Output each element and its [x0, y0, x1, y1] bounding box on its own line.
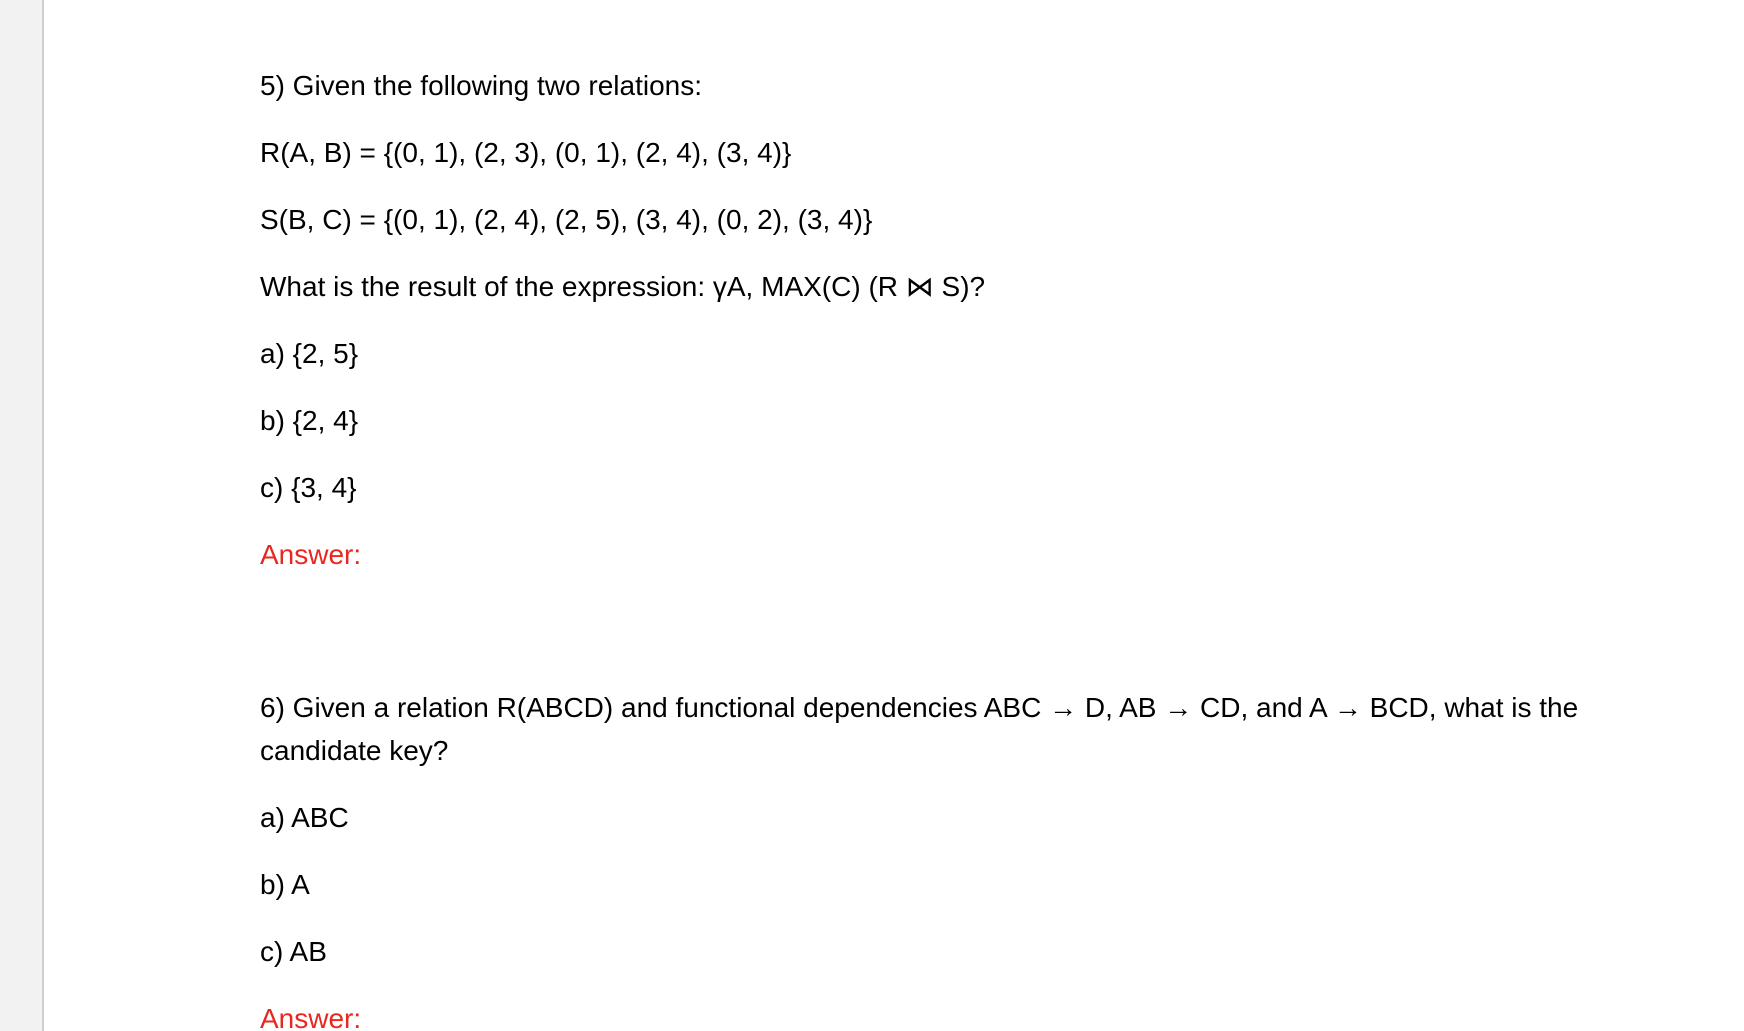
question-5-prompt: 5) Given the following two relations:	[260, 70, 702, 101]
question-6	[260, 686, 1690, 1031]
question-6-answer-label: Answer:	[260, 1003, 362, 1031]
question-6-text: 6) Given a relation R(ABCD) and functional dependencies ABC → D, AB → CD, and A → BCD, what is the candidate key?	[260, 692, 1579, 766]
question-5	[260, 64, 1690, 576]
question-5-text: What is the result of the expression: γA, MAX(C) (R ⋈ S)?	[260, 271, 986, 302]
question-5-option-a: a) {2, 5}	[260, 338, 359, 369]
document-content	[260, 64, 1690, 1031]
question-6-option-a: a) ABC	[260, 802, 349, 833]
question-6-option-b: b) A	[260, 869, 310, 900]
relation-s: S(B, C) = {(0, 1), (2, 4), (2, 5), (3, 4), (0, 2), (3, 4)}	[260, 204, 873, 235]
question-5-answer-label: Answer:	[260, 539, 362, 570]
question-6-option-c: c) AB	[260, 936, 327, 967]
document-page	[42, 0, 1744, 1031]
relation-r: R(A, B) = {(0, 1), (2, 3), (0, 1), (2, 4), (3, 4)}	[260, 137, 792, 168]
question-5-option-b: b) {2, 4}	[260, 405, 359, 436]
question-5-option-c: c) {3, 4}	[260, 472, 357, 503]
